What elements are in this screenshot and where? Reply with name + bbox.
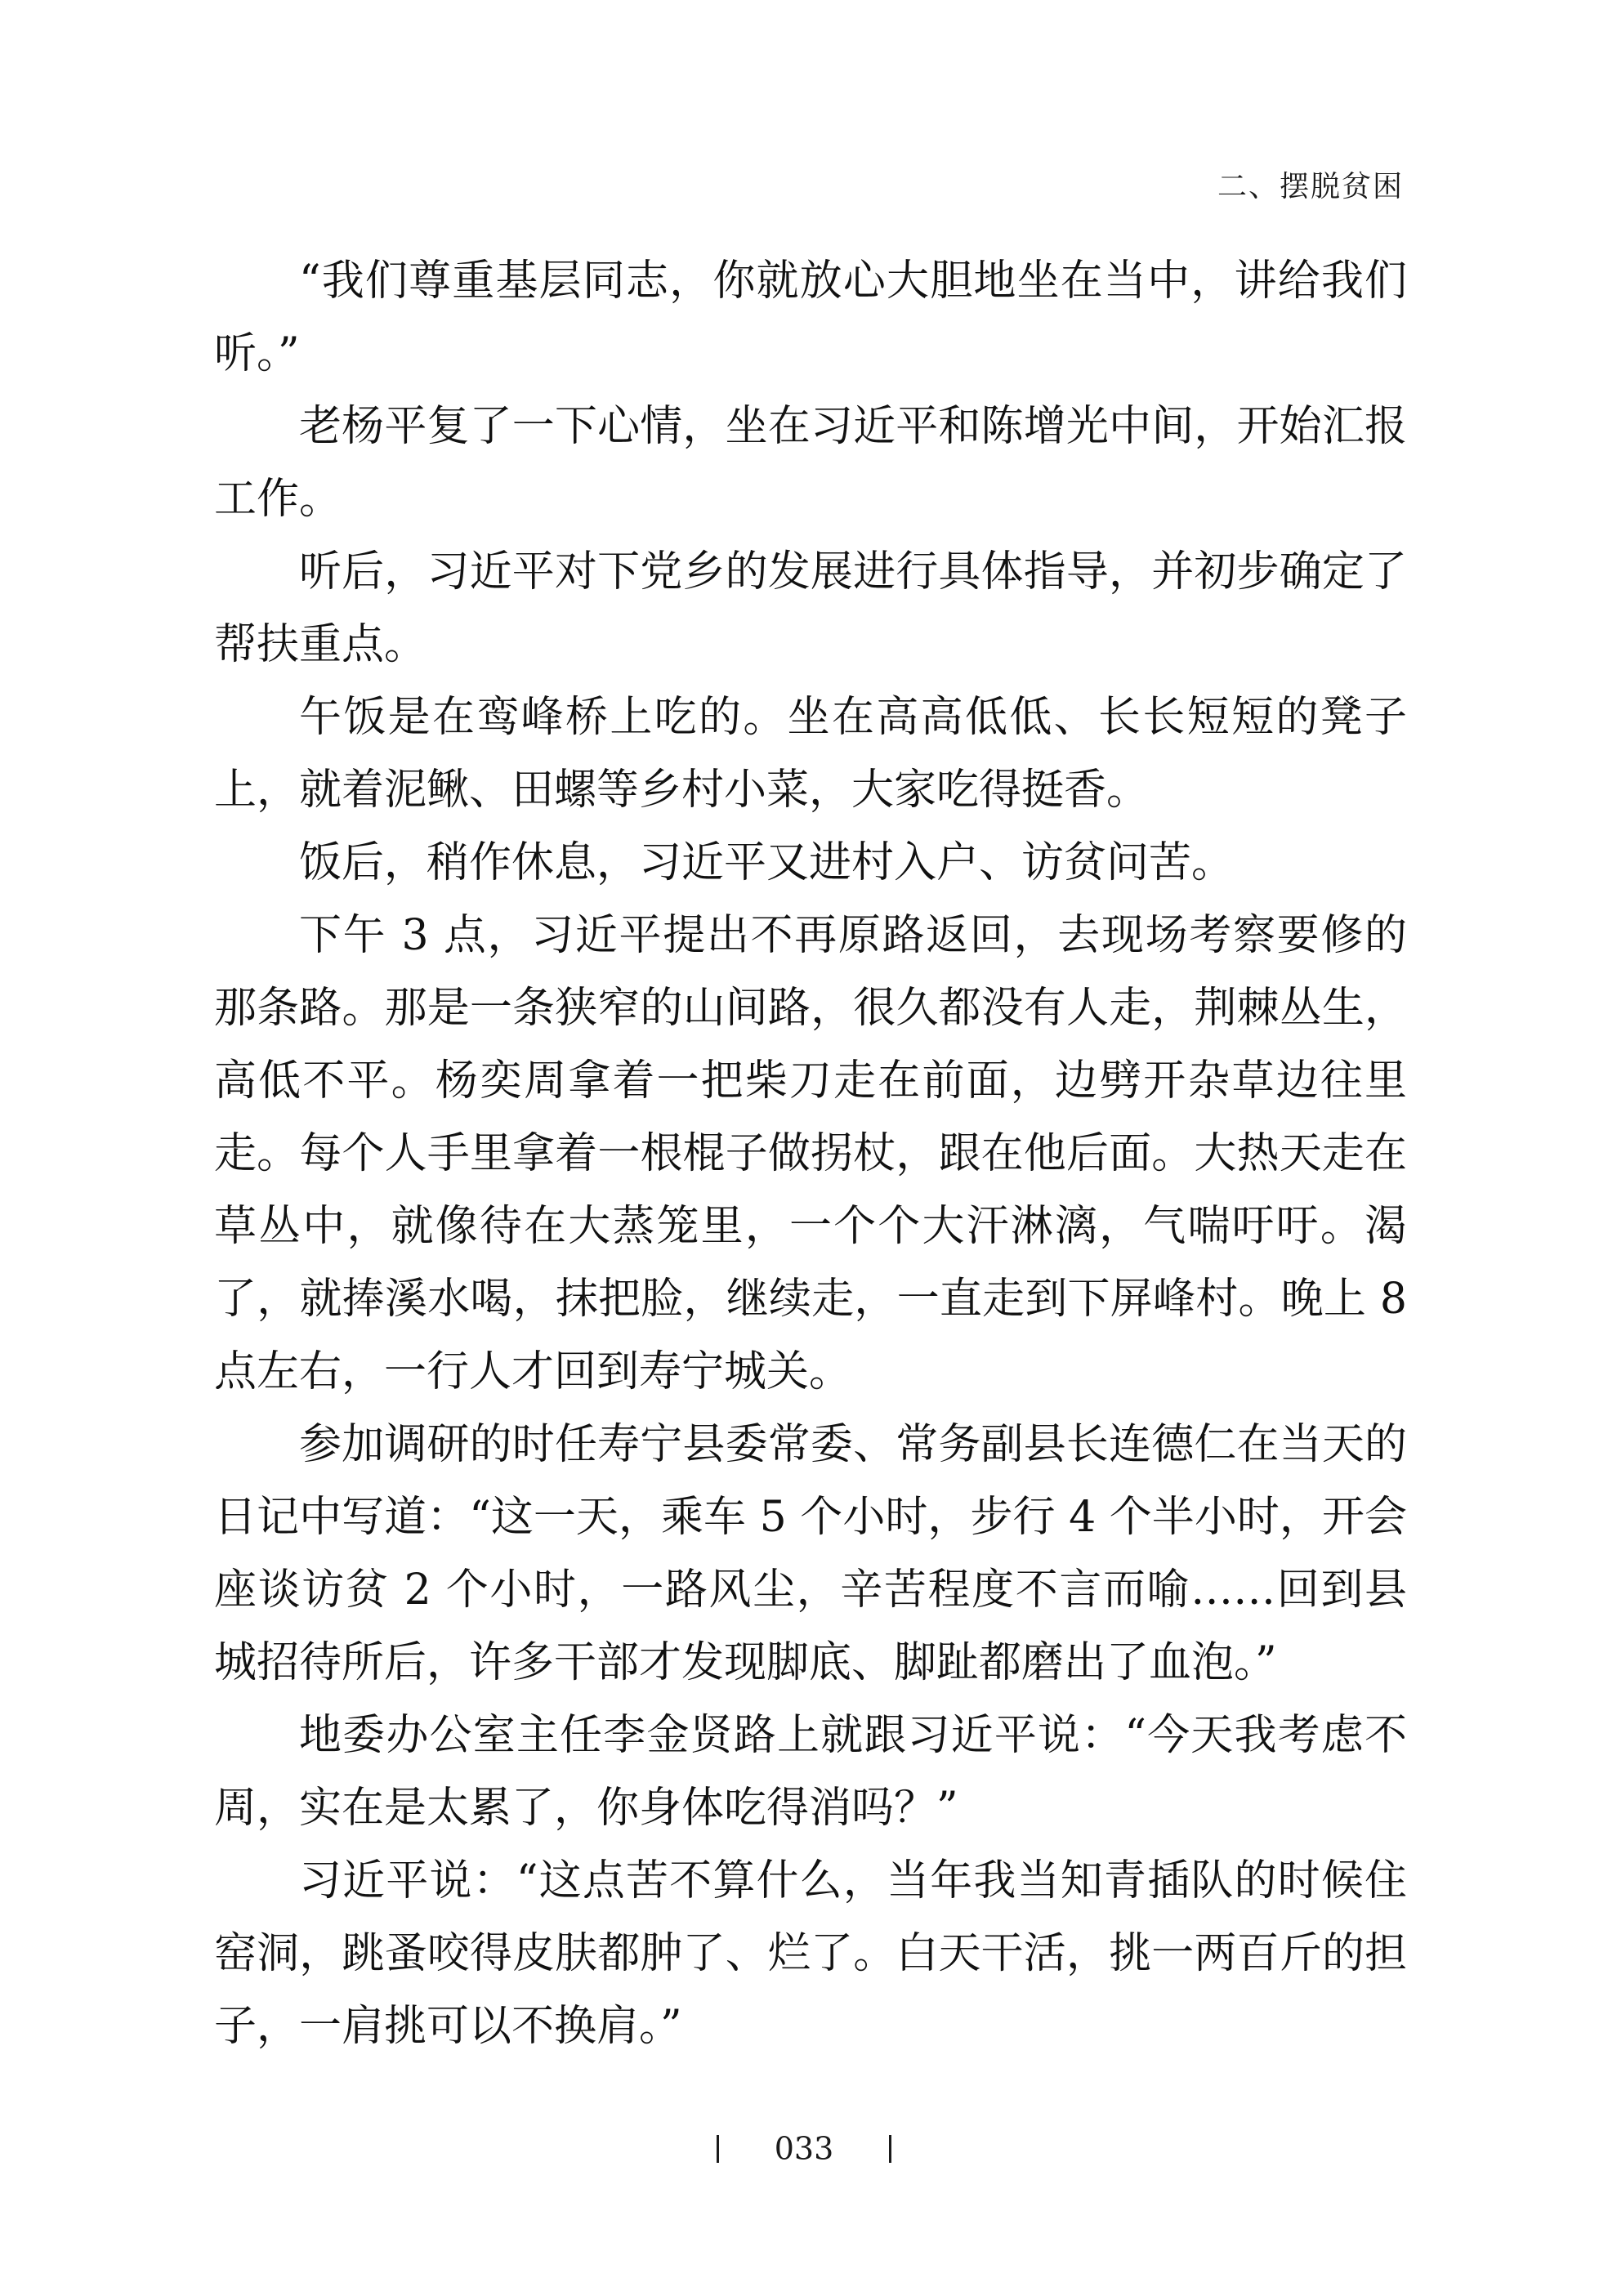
- page-footer: [0, 2128, 1608, 2167]
- paragraph: 老杨平复了一下心情，坐在习近平和陈增光中间，开始汇报工作。: [214, 402, 1407, 524]
- paragraph: 习近平说：“这点苦不算什么，当年我当知青插队的时候住窑洞，跳蚤咬得皮肤都肿了、烂了。白天干活，挑一两百斤的担子，一肩挑可以不换肩。”: [214, 1856, 1407, 2051]
- paragraph: “我们尊重基层同志，你就放心大胆地坐在当中，讲给我们听。”: [214, 257, 1407, 378]
- paragraph: 参加调研的时任寿宁县委常委、常务副县长连德仁在当天的日记中写道：“这一天，乘车 5 个小时，步行 4 个半小时，开会座谈访贫 2 个小时，一路风尘，辛苦程度不言而喻……回到县城招待所后，许多干部才发现脚底、脚趾都磨出了血泡。”: [214, 1420, 1407, 1687]
- paragraph: 饭后，稍作休息，习近平又进村入户、访贫问苦。: [299, 838, 1235, 887]
- paragraph: 午饭是在鸾峰桥上吃的。坐在高高低低、长长短短的凳子上，就着泥鳅、田螺等乡村小菜，大家吃得挺香。: [214, 693, 1407, 815]
- paragraph: 地委办公室主任李金贤路上就跟习近平说：“今天我考虑不周，实在是太累了，你身体吃得消吗？”: [214, 1711, 1407, 1833]
- folio-right-bar: [889, 2135, 891, 2163]
- page-number: 033: [774, 2130, 834, 2167]
- paragraph: 听后，习近平对下党乡的发展进行具体指导，并初步确定了帮扶重点。: [214, 547, 1407, 669]
- paragraph: 下午 3 点，习近平提出不再原路返回，去现场考察要修的那条路。那是一条狭窄的山间路，很久都没有人走，荆棘丛生，高低不平。杨奕周拿着一把柴刀走在前面，边劈开杂草边往里走。每个人手里拿着一根棍子做拐杖，跟在他后面。大热天走在草丛中，就像待在大蒸笼里，一个个大汗淋漓，气喘吁吁。渴了，就捧溪水喝，抹把脸，继续走，一直走到下屏峰村。晚上 8 点左右，一行人才回到寿宁城关。: [214, 911, 1407, 1396]
- running-head: 二、摆脱贫困: [1217, 170, 1404, 203]
- body-text: [214, 245, 1407, 2063]
- folio-left-bar: [717, 2135, 719, 2163]
